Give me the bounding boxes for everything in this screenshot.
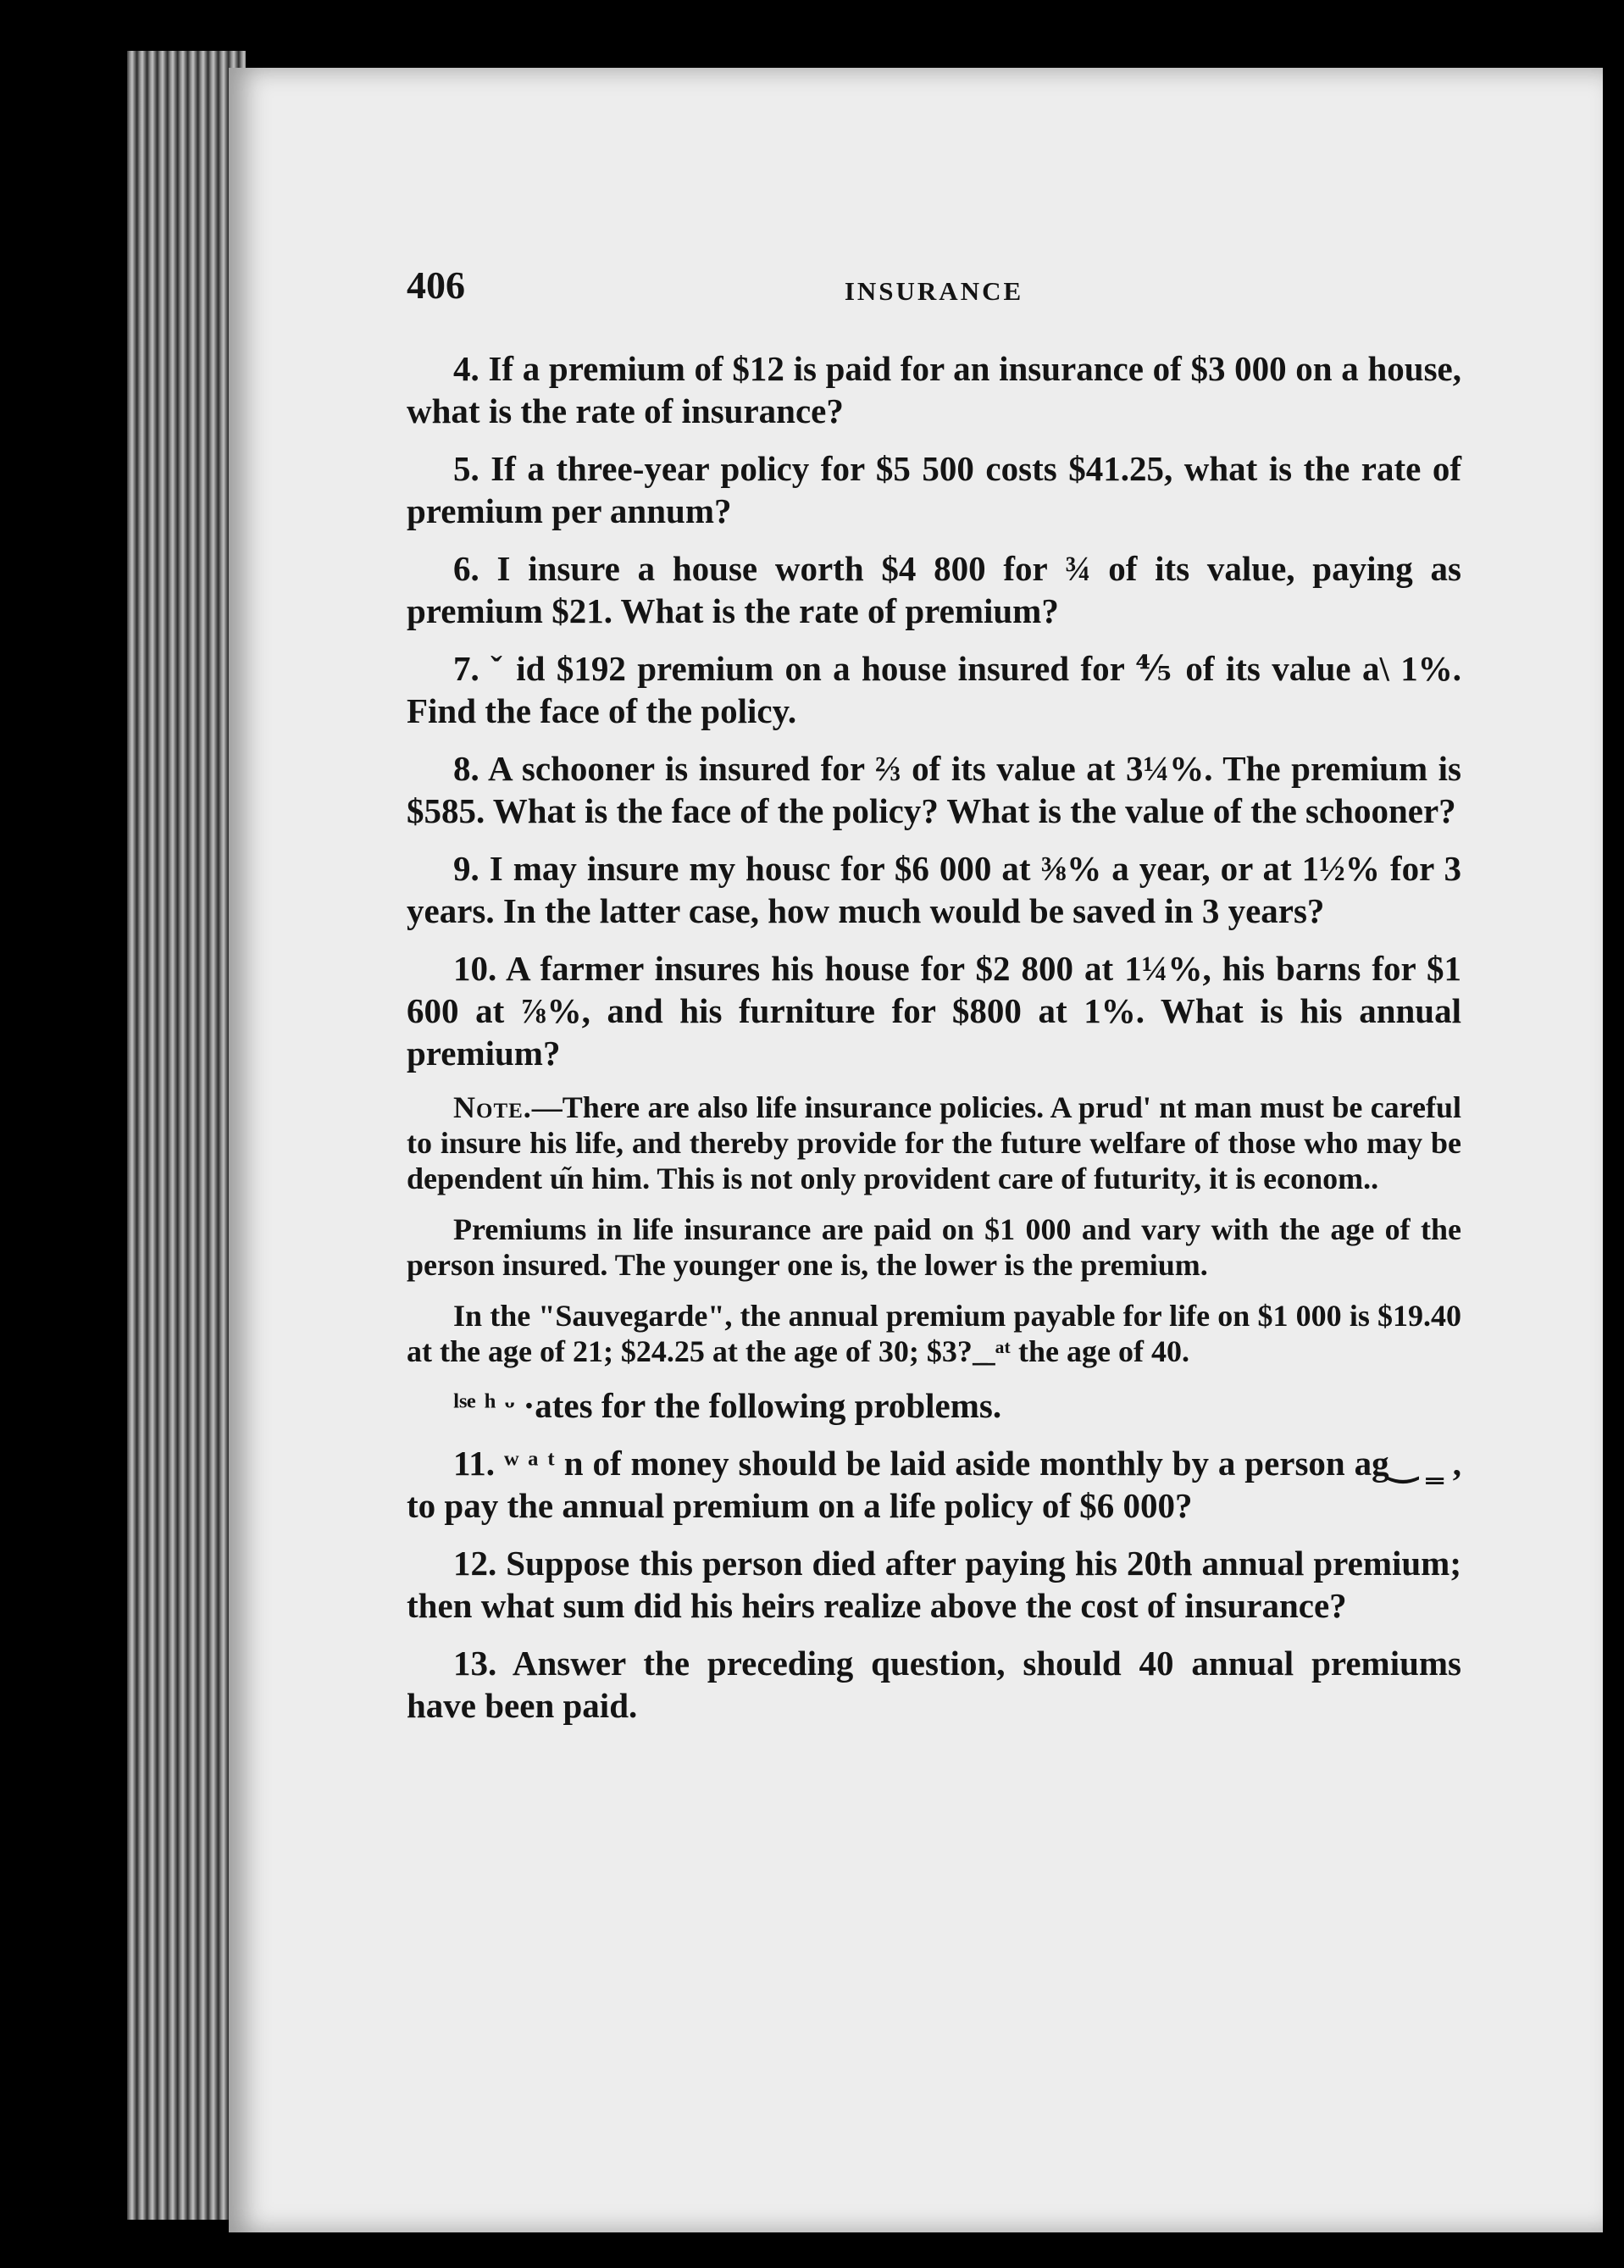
- problem-13: [407, 1642, 1461, 1727]
- problem-7: [407, 647, 1461, 732]
- problem-text: If a three-year policy for $5 500 costs $41.25, what is the rate of premium per annum?: [407, 449, 1461, 530]
- page-content: [407, 263, 1461, 1742]
- problem-number: 5.: [453, 449, 479, 488]
- problem-4: [407, 347, 1461, 432]
- problem-9: [407, 847, 1461, 932]
- note-paragraph: [407, 1090, 1461, 1196]
- problem-10: [407, 947, 1461, 1074]
- problem-text: If a premium of $12 is paid for an insurance of $3 000 on a house, what is the rate of insurance?: [407, 349, 1461, 430]
- problem-text: A schooner is insured for ⅔ of its value at 3¼%. The premium is $585. What is the face of the policy? What is the value of the schooner?: [407, 749, 1461, 830]
- page-number: 406: [407, 263, 465, 307]
- problem-text: I insure a house worth $4 800 for ¾ of its value, paying as premium $21. What is the rate of premium?: [407, 549, 1462, 630]
- problem-number: 13.: [453, 1644, 497, 1683]
- running-head: INSURANCE: [844, 276, 1024, 306]
- problem-number: 4.: [453, 349, 479, 388]
- problem-11: [407, 1442, 1461, 1527]
- problem-number: 11.: [453, 1444, 495, 1483]
- problem-8: [407, 747, 1461, 832]
- sauvegarde-paragraph: In the "Sauvegarde", the annual premium payable for life on $1 000 is $19.40 at the age of 21; $24.25 at the age of 30; $3? ̲ ̲ ᵃᵗ the age of 40.: [407, 1299, 1461, 1368]
- problem-5: [407, 447, 1461, 532]
- problem-text: A farmer insures his house for $2 800 at 1¼%, his barns for $1 600 at ⅞%, and his furniture for $800 at 1%. What is his annual premium?: [407, 949, 1461, 1073]
- problem-number: 8.: [453, 749, 479, 788]
- problem-12: [407, 1542, 1461, 1627]
- problem-text: Answer the preceding question, should 40 annual premiums have been paid.: [407, 1644, 1461, 1725]
- problem-text: ˇ id $192 premium on a house insured for ⅘ of its value a\ 1%. Find the face of the policy.: [407, 649, 1462, 730]
- note-text: —There are also life insurance policies. A prud' nt man must be careful to insure his life, and thereby provide for the future welfare of those who may be dependent u᷉n him. This is not only provident care of futurity, it is econom..: [407, 1090, 1461, 1195]
- problem-6: [407, 547, 1461, 632]
- problem-number: 10.: [453, 949, 497, 988]
- problem-number: 6.: [453, 549, 479, 588]
- page-header: [407, 263, 1461, 313]
- instruction-line: ˡˢᵉ ʰ ᵕ ·ates for the following problems.: [453, 1386, 1002, 1425]
- problem-number: 7.: [453, 649, 479, 688]
- problem-number: 12.: [453, 1544, 497, 1583]
- problem-text: I may insure my housc for $6 000 at ⅜% a year, or at 1½% for 3 years. In the latter case, how much would be saved in 3 years?: [407, 849, 1462, 930]
- problem-number: 9.: [453, 849, 479, 888]
- problem-text: ʷ ᵃ ᵗ n of money should be laid aside monthly by a person ag‿ ‗ , to pay the annual premium on a life policy of $6 000?: [407, 1444, 1461, 1525]
- book-page-edges: [127, 51, 246, 2220]
- problem-text: Suppose this person died after paying his 20th annual premium; then what sum did his heirs realize above the cost of insurance?: [407, 1544, 1461, 1625]
- note-label: Note.: [453, 1090, 532, 1124]
- premiums-paragraph: Premiums in life insurance are paid on $1 000 and vary with the age of the person insured. The younger one is, the lower is the premium.: [407, 1212, 1461, 1282]
